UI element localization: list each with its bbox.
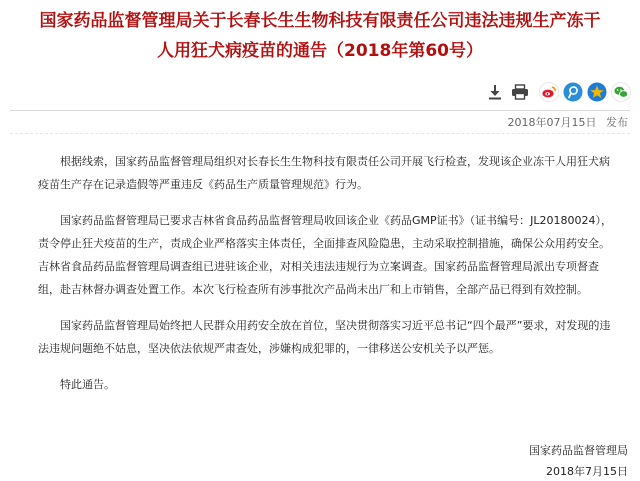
paragraph-line: 责令停止狂犬疫苗的生产，责成企业严格落实主体责任，全面排查风险隐患，主动采取控制措施，确保公众用药安全。 <box>38 237 610 250</box>
weibo-share-icon[interactable] <box>539 82 559 102</box>
paragraph-line: 国家药品监督管理局已要求吉林省食品药品监督管理局收回该企业《药品GMP证书》（证书编号：JL20180024）， <box>60 214 613 227</box>
closing-line: 特此通告。 <box>60 378 115 391</box>
paragraph-line: 法违规问题绝不姑息，坚决依法依规严肃查处，涉嫌构成犯罪的，一律移送公安机关予以严惩。 <box>38 342 500 355</box>
page-title <box>10 6 630 66</box>
signature-org: 国家药品监督管理局 <box>529 444 628 457</box>
paragraph-line: 疫苗生产存在记录造假等严重违反《药品生产质量管理规范》行为。 <box>38 178 368 191</box>
paragraph-4 <box>38 373 626 396</box>
paragraph-2 <box>38 209 626 301</box>
paragraph-3 <box>38 314 626 360</box>
signature-date: 2018年7月15日 <box>546 465 628 478</box>
publish-label: 发布 <box>606 116 628 129</box>
tencent-weibo-share-icon[interactable] <box>563 82 583 102</box>
title-line-1: 国家药品监督管理局关于长春长生生物科技有限责任公司违法违规生产冻干 <box>39 11 601 31</box>
article-toolbar <box>485 81 631 103</box>
download-icon[interactable] <box>485 82 505 102</box>
paragraph-line: 吉林省食品药品监督管理局调查组已进驻该企业，对相关违法违规行为立案调查。国家药品监督管理局派出专项督查 <box>38 260 599 273</box>
paragraph-line: 根据线索，国家药品监督管理局组织对长春长生生物科技有限责任公司开展飞行检查，发现该企业冻干人用狂犬病 <box>60 155 610 168</box>
qzone-share-icon[interactable] <box>587 82 607 102</box>
publish-info <box>508 114 629 130</box>
publish-date: 2018年07月15日 <box>507 116 597 129</box>
wechat-share-icon[interactable] <box>611 82 631 102</box>
title-line-2: 人用狂犬病疫苗的通告（2018年第60号） <box>157 41 483 61</box>
paragraph-line: 组，赴吉林督办调查处置工作。本次飞行检查所有涉事批次产品尚未出厂和上市销售，全部产品已得到有效控制。 <box>38 283 588 296</box>
header-divider <box>10 110 630 111</box>
meta-divider <box>10 133 630 134</box>
paragraph-line: 国家药品监督管理局始终把人民群众用药安全放在首位，坚决贯彻落实习近平总书记“四个最严”要求，对发现的违 <box>60 319 611 332</box>
print-icon[interactable] <box>510 82 530 102</box>
paragraph-1 <box>38 150 626 196</box>
notice-body <box>38 150 626 396</box>
